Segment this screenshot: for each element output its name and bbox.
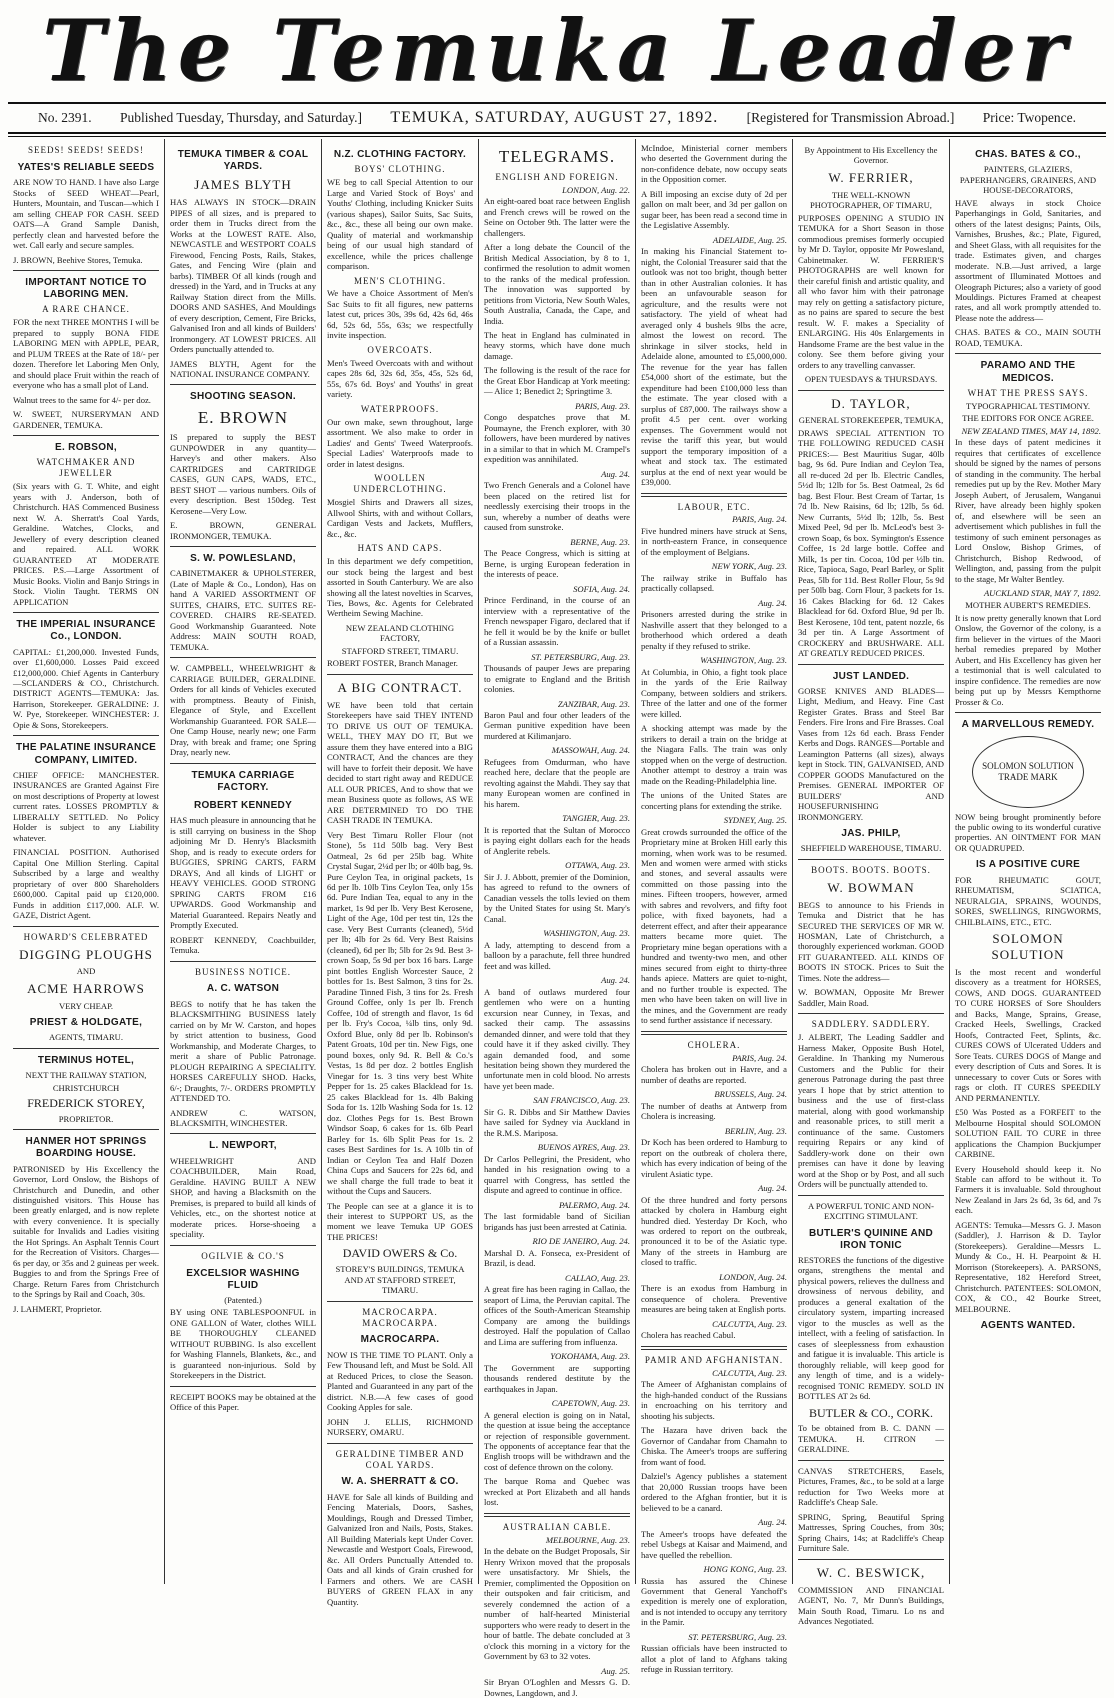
and-text: AND (76, 966, 96, 977)
telegram-item: The Ameer of Afghanistan complains of the high-handed conduct of the Russians in encroaching on his territory and shooting his subjects. (641, 1379, 787, 1421)
beswick-name: W. C. BESWICK, (816, 1564, 926, 1580)
taylor-name: D. TAYLOR, (831, 395, 911, 411)
just-landed-heading: JUST LANDED. (832, 670, 910, 682)
divider (13, 1048, 159, 1049)
dateline-item: RIO DE JANEIRO, Aug. 24. (532, 1236, 630, 1247)
divider (13, 926, 159, 927)
acme-harrows: ACME HARROWS (27, 980, 145, 996)
divider (798, 390, 944, 391)
dateline-item: CAPETOWN, Aug. 23. (551, 1398, 630, 1409)
hanmer-body: PATRONISED by His Excellency the Governor, Lord Onslow, the Bishops of Christchurch and Dunedin, and other distinguished visitors. This House has been greatly enlarged, and is now replete with every convenience. It is specially suitable for Invalids and Ladies visiting the Hot Springs. An Asphalt Tennis Court for the Recreation of Visitors. Charges—6s per day, or 35s and 2 guineas per week. Buggies to and from the Springs Free of Charge. Return Fares from Christchurch to the Springs by Rail and Coach, 30s. (13, 1163, 159, 1300)
hats-heading: HATS AND CAPS. (357, 543, 443, 554)
blyth-body: HAS ALWAYS IN STOCK—DRAIN PIPES of all sizes, and is prepared to order them in Trucks direct from the Works at the LOWEST RATE. Also, NEWCASTLE and WESTPORT COALS Firewood, Fencing Posts, Rails, Stakes, Gates, and Fencing Wire (plain and barbs). TIMBER Of all kinds (rough and dressed) in the Yard, and in Trucks at any Railway Station direct from the Mills. DOORS AND SASHES, And Mouldings of every description, Cement, Fire Bricks, Galvanised Iron and all kinds of Builders' Ironmongery. AT LOWEST PRICES. All Orders punctually attended to. (170, 197, 316, 355)
divider (955, 353, 1101, 354)
telegram-item: The railway strike in Buffalo has practically collapsed. (641, 572, 787, 594)
contract-body: WE have been told that certain Storekeepers have said THEY INTEND TO DRIVE US OUT OF TEMUKA. WELL, THEY MAY DO IT, But we assure them they have entered into a BIG CONTRACT, And the chances are they will have to forfeit their deposit. We have decided to start right away and REDUCE ALL OUR PRICES, And to show that we mean Business quote as follows, AS WE ARE DETERMINED TO DO THE CASH TRADE IN TEMUKA. (327, 699, 473, 826)
divider (327, 1443, 473, 1444)
financial-position: FINANCIAL POSITION. Authorised Capital One Million Sterling. Capital Subscribed by a large and wealthy proprietary of over 800 Shareholders £600,000. Capital paid up £120,000. Funds in addition £117,000. ALF. W. GAZE, District Agent. (13, 847, 159, 921)
dateline-item: NEW YORK, Aug. 23. (711, 561, 787, 572)
telegram-item: It is reported that the Sultan of Morocco is paying eight dollars each for the heads of Anglerite rebels. (484, 824, 630, 856)
receipt-books: RECEIPT BOOKS may be obtained at the Office of this Paper. (170, 1391, 316, 1413)
powleland-body: CABINETMAKER & UPHOLSTERER, (Late of Maple & Co., London), Has on hand A VARIED ASSORTMENT OF SUITES, CHAIRS, ETC. SUITES RE-COVERED. CHAIRS RE-SEATED. Good Workmanship Guaranteed. Note Address: MAIN SOUTH ROAD, TEMUKA. (170, 568, 316, 652)
labour-heading: LABOUR, ETC. (677, 501, 751, 512)
dateline-item: PARIS, Aug. 24. (732, 1052, 787, 1063)
english-foreign-heading: ENGLISH AND FOREIGN. (495, 171, 619, 182)
walnut-note: Walnut trees to the same for 4/- per doz. (13, 394, 151, 405)
bates-body: HAVE always in stock Choice Paperhangings in Gold, Sanitaries, and others of the latest designs; Paints, Oils, Varnishes, Brushes, &c.; Plate, Figured, and Sheet Glass, with all requisites for the trade. Estimates given, and charges moderate. N.B.—Just arrived, a large assortment of Illuminated Mottoes and Oleograph Pictures; also a variety of good Mouldings. Pictures Framed at cheapest rates, and all work promptly attended to. Please note the address— (955, 197, 1101, 323)
philp-name: JAS. PHILP, (841, 828, 901, 840)
imperial-body: CAPITAL: £1,200,000. Invested Funds, over £1,600,000. Losses Paid exceed £12,000,000. Chief Agents in Canterbury—SCLANDERS & CO., Christchurch. DISTRICT AGENTS—TEMUKA: Jas. Harrison, Storekeeper. GERALDINE: J. W. Pye, Storekeeper. WINCHESTER: J. Opie & Sons, Storekeepers. (13, 646, 159, 730)
divider (170, 1386, 316, 1387)
dateline-item: Aug. 25. (601, 1665, 630, 1676)
paramo-heading: PARAMO AND THE MEDICOS. (980, 360, 1076, 384)
press-heading: WHAT THE PRESS SAYS. (967, 387, 1089, 398)
divider (798, 1013, 944, 1014)
watson-name: A. C. WATSON (206, 983, 280, 995)
boys-heading: BOYS' CLOTHING. (354, 164, 446, 175)
yates-heading: YATES'S RELIABLE SEEDS (17, 161, 155, 173)
telegram-item: Congo despatches prove that M. Poumayne, the French explorer, with 30 followers, have been murdered by natives in a similar to that in which M. Crampel's expedition was annihilated. (484, 412, 630, 465)
telegram-item: Cholera has broken out in Havre, and a number of deaths are reported. (641, 1064, 787, 1085)
column-6 (793, 139, 950, 1626)
telegram-item: A great fire has been raging in Callao, the seaport of Lima, the Peruvian capital. The offices of the South-American Steamship Company are among the buildings destroyed. Half the population of Callao and Lima are suffering from influenza. (484, 1284, 630, 1347)
ebrown-name: E. BROWN (197, 407, 289, 427)
dateline-item: AUCKLAND STAR, MAY 7, 1892. (983, 588, 1101, 598)
telegram-item: Prince Ferdinand, in the course of an interview with a representative of the French newspaper Figaro, declared that if he fell it would be by the knife or bullet of a Russian assassin. (484, 595, 630, 648)
positive-cure-list: FOR RHEUMATIC GOUT, RHEUMATISM, SCIATICA, NEURALGIA, SPRAINS, WOUNDS, SORES, SWELLINGS, RINGWORMS, CHILBLAINS, ETC., ETC. (955, 874, 1101, 927)
price: Price: Twopence. (982, 110, 1076, 125)
tonic-banner: A POWERFUL TONIC AND NON-EXCITING STIMULANT. (808, 1200, 934, 1222)
telegram-item: Five hundred miners have struck at Sens, in north-eastern France, in consequence of the employment of Belgians. (641, 525, 787, 557)
bates-signature: CHAS. BATES & CO., MAIN SOUTH ROAD, TEMUKA. (955, 327, 1101, 348)
solomon-trademark-emblem: SOLOMON SOLUTION TRADE MARK (972, 736, 1084, 808)
telegram-item: The following is the result of the race for the Great Ebor Handicap at York meeting:— Alice 1; Benedict 2; Springtime 3. (484, 365, 630, 397)
telegram-item: A band of outlaws murdered four gentlemen who were on a hunting excursion near Cunney, in Texas, and sacked their camp. The assassins demanded dinner, and were told that they could have it if they asked civilly. They again demanded food, and some hesitation being shown they murdered the unfortunate men in cold blood. No arrests have yet been made. (484, 986, 630, 1091)
dateline-item: BERNE, Aug. 23. (570, 536, 630, 547)
fifty-pound-forfeit: £50 Was Posted as a FORFEIT to the Melbourne Hospital should SOLOMON SOLUTION FAIL TO CURE in three applications the Champion Buckjumper CARBINE. (955, 1107, 1101, 1160)
carriage-heading: TEMUKA CARRIAGE FACTORY. (191, 769, 295, 793)
watson-body: BEGS to notify that he has taken the BLACKSMITHING BUSINESS lately carried on by Mr W. Carston, and hopes by strict attention to business, Good Workmanship, and Moderate Charges, to merit a share of Public Patronage. PLOUGH REPAIRING A SPECIALITY. HORSES CAREFULLY SHOD. Hacks, 6/-; Draughts, 7/-. ORDERS PROMPTLY ATTENDED TO. (170, 998, 316, 1104)
dateline-rule-thin (8, 136, 1106, 137)
notice-body: FOR the next THREE MONTHS I will be prepared to supply BONA FIDE LABORING MEN with APPLE, PEAR, and PLUM TREES at the Rate of 18/- per dozen. Therefore let Laboring Men Only, and should place Fruit within the reach of everyone who has a small plot of Land. (13, 317, 159, 391)
dateline-item: LONDON, Aug. 22. (562, 184, 630, 195)
bates-subheading: PAINTERS, GLAZIERS, PAPERHANGERS, GRAINERS, AND HOUSE-DECORATORS, (959, 164, 1097, 196)
ferrier-name: W. FERRIER, (828, 169, 914, 185)
taylor-body: DRAWS SPECIAL ATTENTION TO THE FOLLOWING REDUCED CASH PRICES:— Best Mauritius Sugar, 40lb bag, 9s 6d. Pure Indian and Ceylon Tea, all re-duced 2d per lb. Electric Candles, 5½d lb; 12lb for 5s. Best Oatmeal, 2s 6d bag. Best Flour. Best Cream of Tartar, 1s 7d lb. New Raisins, 6d lb; 12lb, 5s 6d. New Currants, 5½d lb; 12lb, 5s. Best Mixed Peel, 9d per lb. McLeod's best 3-crown Soap, 6s box. Symington's Essence Coffee, 1s 2d large bottle. Coffee and Milk, 1s per tin. Cocoa, 10d per ½lb tin. Rice, Tapioca, Sago, Pearl Barley, or Split Peas, 5lb for 11d. Best Roller Flour, 5s 9d per 50lb bag. Corn Flour, 3 packets for 1s. 16 Cakes Blacking for 6d. 12 Cakes Blacklead for 6d. Oxford Blue, 9d per lb. Best Kerosene, 10d tent, patent nozzle, 6s 3d per tin. A Large Assortment of CROCKERY and BRUSHWARE. ALL AT GREATLY REDUCED PRICES. (798, 427, 944, 659)
solomon-body: Is the most recent and wonderful discovery as a treatment for HORSES, COWS, AND DOGS. GUARANTEED TO CURE HORSES of Sore Shoulders and Backs, Mange, Sprains, Grease, Cracked Heels, Swellings, Cracked Hoofs, Contracted Feet, Splints, &c. CURES COWS of Ulcerated Udders and Sore Teats. CURES DOGS of Mange and every description of Cuts and Sores. It is unnecessary to cover Cuts or Sores with rags or cloth. IT CURES SPEEDILY AND PERMANENTLY. (955, 966, 1101, 1103)
macrocarpa-heading: MACROCARPA. (360, 1334, 440, 1346)
woollen-heading: WOOLLEN UNDERCLOTHING. (353, 473, 447, 495)
philp-address: SHEFFIELD WAREHOUSE, TIMARU. (800, 843, 942, 854)
telegram-item: McIndoe, Ministerial corner members who deserted the Government during the non-confidence debate, now occupy seats in the Opposition corner. (641, 143, 787, 185)
notice-heading: IMPORTANT NOTICE TO LABORING MEN. (25, 277, 147, 301)
masthead (8, 0, 1106, 102)
palatine-heading: THE PALATINE INSURANCE COMPANY, LIMITED. (15, 742, 157, 766)
divider (13, 1129, 159, 1130)
telegram-item: Of the three hundred and forty persons attacked by cholera in Hamburg eight hundred died. Yesterday Dr Koch, who was ordered to report on the outbreak, pronounced it to be of the Asiatic type. Many of the streets in Hamburg are closed to traffic. (641, 1194, 787, 1268)
woollen-body: Mosgiel Shirts and Drawers all sizes, Allwool Shirts, with and without Collars, Cardigan Vests and Jackets, Mufflers, &c., &c. (327, 497, 473, 539)
hanmer-heading: HANMER HOT SPRINGS BOARDING HOUSE. (25, 1136, 147, 1160)
hats-body: In this department we defy competition, our stock being the largest and best assorted in South Canterbury. We are also showing all the latest novelties in Scarves, Ties, Bows, &c. Agents for Celebrated Wertheim Sewing Machine. (327, 556, 473, 619)
editors-heading: THE EDITORS FOR ONCE AGREE. (962, 413, 1094, 424)
terminus-heading: TERMINUS HOTEL, (37, 1054, 135, 1066)
shooting-heading: SHOOTING SEASON. (190, 391, 296, 403)
divider (798, 664, 944, 665)
telegram-item: Cholera has reached Cabul. (641, 1330, 736, 1341)
telegram-item: The Ameer's troops have defeated the rebel Usbegs at Kaisar and Maimend, and have quelled the rebellion. (641, 1528, 787, 1560)
telegram-item: After a long debate the Council of the British Medical Association, by 8 to 1, confirmed the resolution to admit women to the ranks of the medical profession. The innovation was supported by petitions from Victoria, New South Wales, South Australia, Canada, the Cape, and India. (484, 242, 630, 326)
columns (8, 139, 1106, 1698)
bowman-signature: W. BOWMAN, Opposite Mr Brewer Saddler, Main Road. (798, 987, 944, 1008)
telegram-item: In making his Financial Statement to-night, the Colonial Treasurer said that the outlook was not too bright, though better than in other Australian colonies. It has been an unfavourable season for agriculture, and the results were not satisfactory. The yield of wheat had averaged only 4 bushels 9lbs the acre, almost the lowest on record. The shrinkage in silver stocks, held in Adelaide alone, amounted to £5,000,000. The revenue for the year has fallen £54,000 short of the estimate, but the expenditure had been £100,000 less than the estimate. The year closed with a surplus of £87,000. The railways show a profit 4.5 per cent. over working expenses. The Government would not revise the tariff this year, but would support the temporary imposition of a wheat and stock tax. The estimated surplus at the end of next year would be £39,000. (641, 246, 787, 488)
campbell-body: W. CAMPBELL, WHEELWRIGHT & CARRIAGE BUILDER, GERALDINE. Orders for all kinds of Vehicles executed with promptness. Beauty of Finish, Elegance of Style, and Excellent Workmanship Guaranteed. FOR SALE—One Camp House, nearly new; one Farm Dray, with break and frame; one Spring Dray, nearly new. (170, 663, 316, 758)
telegram-item: Dr Koch has been ordered to Hamburg to report on the outbreak of cholera there, which has every indication of being of the virulent Asiatic type. (641, 1137, 787, 1179)
excelsior-heading: EXCELSIOR WASHING FLUID (186, 1267, 300, 1291)
storey-title: PROPRIETOR. (58, 1113, 114, 1124)
telegram-item: Prisoners arrested during the strike in Nashville assert that they belonged to a brotherhood which ordered a death penalty if they refused to strike. (641, 609, 787, 651)
divider (13, 270, 159, 271)
australian-cable-heading: AUSTRALIAN CABLE. (502, 1521, 612, 1532)
sherratt-name: W. A. SHERRATT & CO. (341, 1476, 459, 1488)
dateline-item: Aug. 24. (758, 597, 787, 608)
overcoats-body: Men's Tweed Overcoats with and without capes 28s 6d, 32s 6d, 35s, 45s, 52s 6d, 55s, 67s 6d. Boys' and Youths' in great variety. (327, 357, 473, 400)
telegram-item: At Columbia, in Ohio, a fight took place in the yards of the Erie Railway Company, between soldiers and strikers. Three of the latter and one of the former were killed. (641, 666, 787, 719)
robson-body: (Six years with G. T. White, and eight years with J. Anderson, both of Christchurch. HAS Commenced Business next W. A. Sherratt's Coal Yards, Geraldine. Watches, Clocks, and Jewellery of every description cleaned and repaired. ALL WORK GUARANTEED AT MODERATE PRICES. P.S.—Large Assortment of Music Books. Violin and Banjo Strings in Stock. Violin Taught. TERMS ON APPLICATION (13, 481, 159, 607)
waterproofs-body: Our own make, sewn throughout, large assortment. We also make to order in Ladies' and Gents' Tweed Waterproofs. Special Ladies' Waterproofs made to order in latest designs. (327, 416, 473, 469)
telegram-item: Russia has assured the Chinese Government that General Yanchoff's expedition is merely one of exploration, and is not intended to occupy any territory in the Pamir. (641, 1575, 787, 1628)
agents-wanted: AGENTS WANTED. (980, 1320, 1076, 1332)
dateline-item: BRUSSELS, Aug. 24. (714, 1089, 787, 1100)
dateline-item: WASHINGTON, Aug. 23. (543, 928, 630, 939)
just-landed-body: GORSE KNIVES AND BLADES—Light, Medium, and Heavy. Fine Cast Register Grates. Brass and Steel Bar Fenders. Fire Irons and Fire Brasses. Coal Vases from 12s 6d each. Brass Fender Kerbs and Dogs. RANGES—Portable and Leamington Patterns (all sizes), always kept in Stock. TIN, GALVANISED, AND COPPER GOODS Manufactured on the Premises. GENERAL IMPORTER OF BUILDERS' AND HOUSEFURNISHING IRONMONGERY. (798, 685, 944, 822)
quinine-body: RESTORES the functions of the digestive organs, strengthens the mental and physical powers, relieves the dullness and drowsiness of nervous debility, and produces a general exaltation of the circulatory system, imparting increased vigor to the muscles as well as the intellect, with a feeling of satisfaction. In cases of sleeplessness from exhaustion and fatigue it is invaluable. This article is thoroughly reliable, will keep good for any length of time, and is a widely-recognised TONIC REMEDY. SOLD IN BOTTLES AT 2s 6d. (798, 1254, 944, 1402)
dateline-item: HONG KONG, Aug. 23. (703, 1564, 787, 1575)
nzt-body: In these days of patent medicines it requires that certificates of excellence should be signed by the names of persons of standing in the community. The herbal remedies put up by the Rev. Mother Mary Joseph Aubert, of Jerusalem, Wanganui River, have already been highly spoken of, and elsewhere will be seen an advertisement which publishes in full the testimony of such eminent personages as Lord Onslow, Bishop Grimes, of Christchurch, Bishop Redwood, of Wellington, and, passing from the pulpit to the stage, Mr Walter Bentley. (955, 437, 1101, 584)
issue-date: TEMUKA, SATURDAY, AUGUST 27, 1892. (390, 109, 719, 126)
dateline-item: NEW ZEALAND TIMES, MAY 14, 1892. (961, 425, 1101, 436)
dateline-item: TANGIER, Aug. 23. (562, 813, 630, 824)
yates-body: ARE NOW TO HAND. I have also Large Stocks of SEED WHEAT—Pearl, Hunters, Mountain, and Tuscan—which I am selling CHEAP FOR CASH. SEED OATS—A Grand Sample Danish, perfectly clean and harvested before the wet. Call early and secure samples. (13, 177, 159, 251)
divider (170, 657, 316, 658)
telegram-item: The number of deaths at Antwerp from Cholera is increasing. (641, 1100, 787, 1122)
dateline-item: Aug. 24. (601, 975, 630, 986)
very-cheap: VERY CHEAP. (58, 1000, 114, 1011)
divider (170, 384, 316, 385)
divider (13, 435, 159, 436)
beswick-body: COMMISSION AND FINANCIAL AGENT, No. 7, Mr Dunn's Buildings, Main South Road, Timaru. Lo ns and Advances Negotiated. (798, 1584, 944, 1626)
lahmert-signature: J. LAHMERT, Proprietor. (13, 1303, 102, 1314)
divider (955, 712, 1101, 713)
divider (798, 1559, 944, 1560)
telegram-item: A Bill imposing an excise duty of 2d per gallon on malt beer, and 3d per gallon on sugar beer, has been read a second time in the Legislative Assembly. (641, 188, 787, 231)
waterproofs-heading: WATERPROOFS. (360, 403, 440, 414)
seeds-banner: SEEDS! SEEDS! SEEDS! (27, 145, 144, 155)
storey-name: FREDERICK STOREY, (27, 1096, 145, 1111)
price-list: Very Best Timaru Roller Flour (not Stone), 5s 11d 50lb bag. Very Best Oatmeal, 2s 6d per 25lb bag. White Crystal Sugar, 2¼d per lb; or 40lb bag, 9s. Pure Ceylon Tea, in original packets, 1s 6d per lb. 10lb Tins Ceylon Tea, only 15s 6d. Pure Indian Tea, equal to any in the market, 1s 9d per lb. Very Best Kerosene, Light of the Age, 10d per test tin, 12s the case. Very Best Currants (cleaned), 5½d per lb; 4lb for 2s 6d. Very Best Raisins (cleaned), 6d per lb; 5lb for 2s 9d. Best 3-crown Soap, 5s 9d per box 16 bars. Large pint bottles English Worcester Sauce, 2 bottles for 1s. Best Salmon, 3 tins for 2s. Paradine Tinned Fish, 3 tins for 2s. Fresh Ground Coffee, only 1s per lb. French Coffee, 10d of strength and flavor, 1s 6d per lb. Fry's Cocoa, ¼lb tins, only 9d. Oxford Blue, only 8d per lb. Robinson's Patent Groats, 10d per tin. New Figs, one pound boxes, only 9d. R. Bell & Co.'s Vestas, 1s 8d per doz. 2 bottles English Vinegar for 1s. 3 tins very best White Pepper for 1s. 25 cakes Blacklead for 1s. 25 cakes Blacklead for 1s. 4lb Baking Soda for 1s. 12lb Washing Soda for 1s. 12 doz. Clothes Pegs for 1s. Best Brown Windsor Soap, 6 cakes for 1s. 6lb Pearl Barley for 1s. 6lb Split Peas for 1s. 2 cases Best Sardines for 1s. A 10lb tin of Indian or Ceylon Tea and Half Dozen China Cups and Saucers for 22s 6d, and we shall charge the full trade to beat it without the Cups and Saucers. (327, 829, 473, 1197)
newport-body: WHEELWRIGHT AND COACHBUILDER, Main Road, Geraldine. HAVING BUILT A NEW SHOP, and having a Blacksmith on the Premises, is prepared to build all kinds of Vehicles, etc., on the shortest notice at moderate prices. Horse-shoeing a speciality. (170, 1155, 316, 1240)
ast-body: It is now pretty generally known that Lord Onslow, the Governor of the colony, is a firm believer in the virtues of the Maori herbal remedies prepared by Mother Aubert, and His Excellency has given her a testimonial that is well calculated to inspire confidence. The remedies are now being put up by Messrs Kempthorne Prosser & Co. (955, 612, 1101, 707)
business-heading: BUSINESS NOTICE. (194, 966, 291, 977)
telegram-item: Dalziel's Agency publishes a statement that 20,000 Russian troops have been ordered to the Afghan frontier, but it is believed to be a canard. (641, 1471, 787, 1513)
dateline-item: CALLAO, Aug. 23. (564, 1272, 630, 1283)
dateline-item: Aug. 24. (601, 468, 630, 479)
divider (798, 859, 944, 860)
palatine-body: CHIEF OFFICE: MANCHESTER. INSURANCES are Granted Against Fire on most descriptions of Property at lowest current rates. LOSSES PROMPTLY & LIBERALLY SETTLED. No Policy Holder is subject to any Liability whatever. (13, 769, 159, 843)
divider (641, 493, 787, 497)
telegram-item: The heat in England has culminated in heavy storms, which have done much damage. (484, 330, 630, 361)
dateline-item: SOFIA, Aug. 24. (573, 583, 630, 594)
telegram-item: Dr Carlos Pellegrini, the President, who handed in his resignation owing to a quarrel with Congress, has settled the dispute and agreed to continue in office. (484, 1153, 630, 1196)
divider (13, 735, 159, 736)
telegram-item: A lady, attempting to descend from a balloon by a parachute, fell three hundred feet and was killed. (484, 939, 630, 971)
divider (327, 674, 473, 675)
blyth-name: JAMES BLYTH (194, 177, 292, 193)
excelsior-patented: (Patented.) (224, 1294, 262, 1305)
column-2 (165, 139, 322, 1584)
telegram-item: The Peace Congress, which is sitting at Berne, is urging European federation in the interests of peace. (484, 548, 630, 580)
telegrams-heading: TELEGRAMS. (498, 147, 616, 166)
dateline-item: ST. PETERSBURG, Aug. 23. (531, 651, 630, 662)
dateline-item: PARIS, Aug. 23. (575, 400, 630, 411)
solomon-heading: SOLOMON SOLUTION (991, 931, 1065, 962)
howard-heading: HOWARD'S CELEBRATED (23, 931, 149, 942)
telegram-item: An eight-oared boat race between English and French crews will be rowed on the Seine on October 9th. The latter were the challengers. (484, 196, 630, 238)
telegram-item: Sir G. R. Dibbs and Sir Matthew Davies have sailed for Sydney via Auckland in the R.M.S. Mariposa. (484, 1106, 630, 1138)
bowman-name: W. BOWMAN (827, 879, 915, 895)
foster-signature: ROBERT FOSTER, Branch Manager. (327, 658, 458, 669)
nzcf-address: STAFFORD STREET, TIMARU. (341, 645, 459, 656)
contract-closing: The People can see at a glance it is to their interest to SUPPORT US, as the moment we leave Temuka UP GOES THE PRICES! (327, 1200, 473, 1242)
telegram-item: Russian officials have been instructed to allot a plot of land to Afghans taking refuge in Russian territory. (641, 1643, 787, 1675)
telegram-item: The Hazara have driven back the Governor of Candahar from Chamahn to Chiska. The Ameer's troops are suffering from want of food. (641, 1425, 787, 1467)
divider (170, 763, 316, 764)
terminus-location: NEXT THE RAILWAY STATION, (25, 1070, 147, 1081)
robson-heading: E. ROBSON, (55, 442, 117, 454)
telegram-item: A shocking attempt was made by the strikers to derail a train on the bridge at the Niagara Falls. The train was only stopped when on the verge of destruction. Another attempt to destroy a train was made on the Reading-Philadelphia line. (641, 723, 787, 786)
terminus-city: CHRISTCHURCH (52, 1082, 120, 1093)
boots-heading: BOOTS. BOOTS. BOOTS. (811, 864, 931, 875)
divider (327, 1301, 473, 1302)
dateline-item: BUENOS AYRES, Aug. 23. (537, 1142, 630, 1153)
dateline-item: LONDON, Aug. 24. (719, 1271, 787, 1282)
telegram-item: Great crowds surrounded the office of the Proprietary mine at Broken Hill early this morning, when work was to be resumed. Men and women were armed with sticks and stones, and several assaults were committed on those passing into the mines. Fifteen troopers, however, armed with sabres and revolvers, and fifty foot police, with fixed bayonets, had a deterrent effect, and after their appearance matters became more quiet. The Proprietary mine began operations with a hundred and twenty-two men, and other mines secured from eight to thirty-three hands apiece. Matters are quiet to-night, and no further trouble is expected. The men who have been taken on will live in the mines, and the Government are ready to send further assistance if necessary. (641, 826, 787, 1026)
telegram-item: The unions of the United States are concerting plans for extending the strike. (641, 790, 787, 811)
publication-days: Published Tuesday, Thursday, and Saturday.] (119, 110, 362, 125)
powleland-heading: S. W. POWLESLAND, (190, 553, 296, 565)
priest-holdgate: PRIEST & HOLDGATE, (29, 1017, 143, 1029)
column-7 (950, 139, 1106, 1584)
dateline-item: WASHINGTON, Aug. 23. (700, 655, 787, 666)
ferrier-hours: OPEN TUESDAYS & THURSDAYS. (804, 374, 938, 385)
ebrown-signature: E. BROWN, GENERAL IRONMONGER, TEMUKA. (170, 520, 316, 541)
dateline-item: CALCUTTA, Aug. 23. (712, 1318, 787, 1329)
ferrier-body: PURPOSES OPENING A STUDIO IN TEMUKA for a Short Season in those commodious premises formerly occupied by Mr D. Taylor, opposite Mr Powesland, Cabinetmaker. W. FERRIER'S PHOTOGRAPHS are well known for their careful finish and artistic quality, and all who favor him with their patronage may rely on getting a satisfactory picture, as no pains are spared to secure the best result. W. F. makes a Speciality of ENLARGING. His 40s Enlargements in Handsome Frame are the best value in the colony. See them before giving your orders to any travelling canvasser. (798, 212, 944, 370)
saddlery-heading: SADDLERY. SADDLERY. (811, 1019, 931, 1030)
telegram-item: Thousands of pauper Jews are preparing to emigrate to England and the British colonies. (484, 663, 630, 695)
telegram-item: Sir J. J. Abbott, premier of the Dominion, has agreed to refund to the owners of Canadian vessels the tolls levied on them by the United States for using St. Mary's Canal. (484, 871, 630, 924)
telegram-item: The last formidable band of Sicilian brigands has just been arrested at Catinia. (484, 1211, 630, 1232)
dateline-item: YOKOHAMA, Aug. 23. (550, 1351, 630, 1362)
telegram-item: There is an exodus from Hamburg in consequence of cholera. Preventive measures are being taken at English ports. (641, 1283, 787, 1315)
telegram-item: Sir Bryan O'Loghlen and Messrs G. D. Downes, Langdown, and J. (484, 1677, 630, 1698)
solomon-intro: NOW being brought prominently before the public owing to its wonderful curative properties. AN OINTMENT FOR MAN OR QUADRUPED. (955, 811, 1101, 853)
telegram-item: The barque Roma and Quebec was wrecked at Port Elizabeth and all hands lost. (484, 1476, 630, 1508)
blyth-signature: JAMES BLYTH, Agent for the NATIONAL INSURANCE COMPANY. (170, 358, 316, 379)
issue-number: No. 2391. (38, 110, 92, 125)
solomon-more: Every Household should keep it. No Stable can afford to be without it. To Farmers it is invaluable. Sold throughout New Zealand in Jars 2s 6d, 3s 6d, and 7s each. (955, 1163, 1101, 1216)
dateline-item: ADELAIDE, Aug. 25. (712, 234, 787, 245)
spring-ad: SPRING, Spring, Beautiful Spring Mattresses, Spring Couches, from 30s; Spring Chairs, 14s; at Radcliffe's Cheap Furniture Sale. (798, 1511, 944, 1554)
butler-agents: To be obtained from B. C. DANN — TEMUKA. H. CITRON — GERALDINE. (798, 1423, 944, 1455)
digging-ploughs: DIGGING PLOUGHS (19, 946, 153, 962)
excelsior-body: BY using ONE TABLESPOONFUL in ONE GALLON of Water, clothes WILL BE THOROUGHLY CLEANED WITHOUT RUBBING. Is also excellent for Washing Flannels, Blankets, &c., and is guaranteed non-injurious. Sold by Storekeepers in the District. (170, 1307, 316, 1381)
divider (170, 961, 316, 962)
macrocarpa-body: NOW IS THE TIME TO PLANT. Only a Few Thousand left, and Must be Sold. All at Reduced Prices, to close the Season. Planted and Guaranteed in any part of the district. N.B.—A few cases of good Cooking Apples for sale. (327, 1349, 473, 1413)
imperial-heading: THE IMPERIAL INSURANCE Co., LONDON. (16, 619, 156, 643)
dateline-item: BERLIN, Aug. 23. (724, 1125, 787, 1136)
quinine-heading: BUTLER'S QUININE AND IRON TONIC (808, 1227, 934, 1251)
telegram-item: Two French Generals and a Colonel have been placed on the retired list for needlessly exercising their troops in the sun, whereby a number of deaths were caused from sunstroke. (484, 480, 630, 533)
sherratt-body: HAVE for Sale all kinds of Building and Fencing Materials, Doors, Sashes, Mouldings, Rough and Dressed Timber, Galvanized Iron and Nails, Posts, Stakes. All Building Materials kept Under Cover. Newcastle and Westport Coals, Firewood, &c. All Orders Punctually Attended to. Oats and all kinds of Grain crushed for Farmers and others. We are CASH BUYERS of GREEN FLAX in any Quantity. (327, 1491, 473, 1607)
albert-body: J. ALBERT, The Leading Saddler and Harness Maker, Opposite Bush Hotel, Geraldine. In Thanking my Numerous Customers and the Public for their generous Patronage during the past three years I hope that by strict attention to business and the use of first-class material, along with good workmanship and reasonable prices, to still merit a continuance of the same. Customers requiring Repairs or any kind of Saddlery-work done on their own premises can have it done by leaving word at the Shop or by Post, and all such Orders will be punctually attended to. (798, 1032, 944, 1190)
solomon-agents: AGENTS: Temuka—Messrs G. J. Mason (Saddler), J. Harrison & D. Taylor (Storekeepers). Geraldine—Messrs L. Mundy & Co., H. H. Pearpoint & H. Morrison (Storekeepers). A. PARSONS, Representative, 182 Hereford Street, Christchurch. PATENTEES: SOLOMON, COX, & CO., 42 Bourke Street, MELBOURNE. (955, 1219, 1101, 1314)
divider (641, 1031, 787, 1035)
dateline-item: PARIS, Aug. 24. (732, 514, 787, 525)
dateline-item: Aug. 24. (758, 1517, 787, 1528)
telegram-item: Refugees from Omdurman, who have reached here, declare that the people are revolting against the Mahdi. They say that many European women are confined in his harem. (484, 756, 630, 809)
marvellous-heading: A MARVELLOUS REMEDY. (961, 719, 1095, 731)
column-3 (322, 139, 479, 1607)
watson-signature: ANDREW C. WATSON, BLACKSMITH, WINCHESTER. (170, 1107, 316, 1128)
kennedy-name: ROBERT KENNEDY (193, 800, 293, 812)
dateline-item: Aug. 24. (758, 1183, 787, 1194)
dateline-item: OTTAWA, Aug. 23. (565, 860, 630, 871)
dateline-item: SYDNEY, Aug. 25. (723, 815, 787, 826)
telegram-item: In the debate on the Budget Proposals, Sir Henry Wrixon moved that the proposals were unsatisfactory. Mr Shiels, the Premier, complimented the Opposition on their outspoken and fair criticism, and severely condemned the action of a number of half-hearted Ministerial supporters who were ready to desert in the hour of battle. The debate concluded at 3 o'clock this morning in a victory for the Government by 63 to 32 votes. (484, 1546, 630, 1662)
dateline-item: ST. PETERSBURG, Aug. 23. (688, 1631, 787, 1642)
boys-body: WE beg to call Special Attention to our Large and Varied Stock of Boys' and Youths' Clothing, including Knicker Suits (various shapes), Sailor Suits, Sac Suits, &c., &c., these all being our own make. Quality of material and workmanship being of our usual high standard of excellence, while the prices challenge comparison. (327, 177, 473, 272)
robson-subheading: WATCHMAKER AND JEWELLER (36, 457, 136, 479)
owers-name: DAVID OWERS & Co. (342, 1246, 458, 1261)
ferrier-subheading: THE WELL-KNOWN PHOTOGRAPHER, OF TIMARU, (810, 189, 932, 211)
yates-signature: J. BROWN, Beehive Stores, Temuka. (13, 254, 143, 265)
cholera-heading: CHOLERA. (687, 1039, 741, 1050)
butler-name: BUTLER & CO., CORK. (808, 1405, 933, 1420)
notice-subheading: A RARE CHANCE. (42, 304, 130, 315)
positive-cure-heading: IS A POSITIVE CURE (975, 859, 1081, 871)
column-5 (636, 139, 793, 1675)
ogilvie-heading: OGILVIE & CO.'S (201, 1250, 285, 1261)
sweet-signature: W. SWEET, NURSERYMAN AND GARDENER, TEMUKA. (13, 409, 159, 430)
mens-heading: MEN'S CLOTHING. (353, 275, 447, 286)
telegram-item: Marshal D. A. Fonseca, ex-President of Brazil, is dead. (484, 1247, 630, 1269)
divider (798, 1460, 944, 1461)
priest-agents: AGENTS, TIMARU. (48, 1032, 124, 1043)
bowman-body: BEGS to announce to his Friends in Temuka and District that he has SECURED THE SERVICES OF MR W. HOSMAN, Late of Christchurch, a thoroughly experienced workman. GOOD FIT GUARANTEED. ALL KINDS OF BOOTS IN STOCK. Prices to Suit the Times. Note the address— (798, 899, 944, 983)
typo-heading: TYPOGRAPHICAL TESTIMONY. (966, 400, 1090, 411)
telegram-item: Baron Paul and four other leaders of the German punitive expedition have been murdered at Kilimanjaro. (484, 709, 630, 741)
dateline-item: ZANZIBAR, Aug. 23. (557, 698, 630, 709)
divider (798, 1195, 944, 1196)
pamir-heading: PAMIR AND AFGHANISTAN. (644, 1354, 784, 1365)
divider (170, 1245, 316, 1246)
column-4 (479, 139, 636, 1698)
telegram-item: The Government are supporting thousands rendered destitute by the earthquakes in Japan. (484, 1362, 630, 1394)
newspaper-title: The Temuka Leader (42, 1, 1072, 100)
divider (484, 1513, 630, 1517)
contract-heading: A BIG CONTRACT. (337, 679, 463, 695)
registration-note: [Registered for Transmission Abroad.] (746, 110, 955, 125)
dateline-item: SAN FRANCISCO, Aug. 23. (533, 1095, 630, 1106)
ebrown-body: IS prepared to supply the BEST GUNPOWDER in any quantity—Harvey's and other makers. Also CARTRIDGES and CARTRIDGE CASES, GUN CAPS, WADS, ETC., BEST SHOT — various numbers. Oils of every description. Best 150deg. Test Kerosene—Very Low. (170, 432, 316, 516)
dateline (8, 104, 1106, 132)
newport-name: L. NEWPORT, (209, 1140, 277, 1152)
divider (641, 1346, 787, 1350)
timber-heading: TEMUKA TIMBER & COAL YARDS. (177, 149, 309, 173)
nz-clothing-heading: N.Z. CLOTHING FACTORY. (333, 149, 467, 160)
ast-heading: MOTHER AUBERT'S REMEDIES. (965, 600, 1091, 611)
dateline-rule (8, 132, 1106, 134)
column-1 (8, 139, 165, 1584)
appointment-note: By Appointment to His Excellency the Governor. (804, 145, 938, 166)
kennedy-body: HAS much pleasure in announcing that he is still carrying on business in the Shop adjoining Mr D. Henry's Blacksmith Shop, and is ready to execute orders for BUGGIES, SPRING CARTS, FARM DRAYS, And all kinds of LIGHT or HEAVY VEHICLES. GOOD STRONG SPRING CARTS FROM £16 UPWARDS. Good Workmanship and Material Guaranteed. Repairs Neatly and Promptly Executed. (170, 815, 316, 931)
dateline-item: CALCUTTA, Aug. 23. (712, 1367, 787, 1378)
dateline-item: PALERMO, Aug. 24. (558, 1199, 630, 1210)
nzcf-name: NEW ZEALAND CLOTHING FACTORY, (345, 622, 455, 644)
divider (170, 1133, 316, 1134)
canvas-ad: CANVAS STRETCHERS, Easels, Pictures, Frames, &c., to be sold at a large reduction for Two Weeks more at Radcliffe's Cheap Sale. (798, 1465, 944, 1508)
dateline-item: MELBOURNE, Aug. 23. (545, 1534, 630, 1545)
mens-body: We have a Choice Assortment of Men's Sac Suits to fit all figures, new patterns latest cut, prices 30s, 39s 6d, 42s 6d, 46s 6d, 52s 6d, 55s, 63s; we respectfully invite inspection. (327, 288, 473, 341)
divider (170, 546, 316, 547)
kennedy-signature: ROBERT KENNEDY, Coachbuilder, Temuka. (170, 934, 316, 956)
divider (13, 612, 159, 613)
dateline-item: MASSOWAH, Aug. 24. (551, 745, 630, 756)
geraldine-heading: GERALDINE TIMBER AND COAL YARDS. (335, 1448, 465, 1470)
owers-address: STOREY'S BUILDINGS, TEMUKA AND AT STAFFORD STREET, TIMARU. (335, 1264, 465, 1296)
ellis-signature: JOHN J. ELLIS, RICHMOND NURSERY, OMARU. (327, 1416, 473, 1438)
bates-heading: CHAS. BATES & CO., (975, 149, 1081, 160)
overcoats-heading: OVERCOATS. (367, 344, 433, 355)
telegram-item: A general election is going on in Natal, the question at issue being the acceptance or rejection of responsible government. The opponents of acceptance fear that the English troops will be withdrawn and the cost of defence thrown on the colony. (484, 1409, 630, 1472)
taylor-subheading: GENERAL STOREKEEPER, TEMUKA, (798, 415, 944, 426)
macrocarpa-banner: MACROCARPA. MACROCARPA. (362, 1306, 438, 1328)
